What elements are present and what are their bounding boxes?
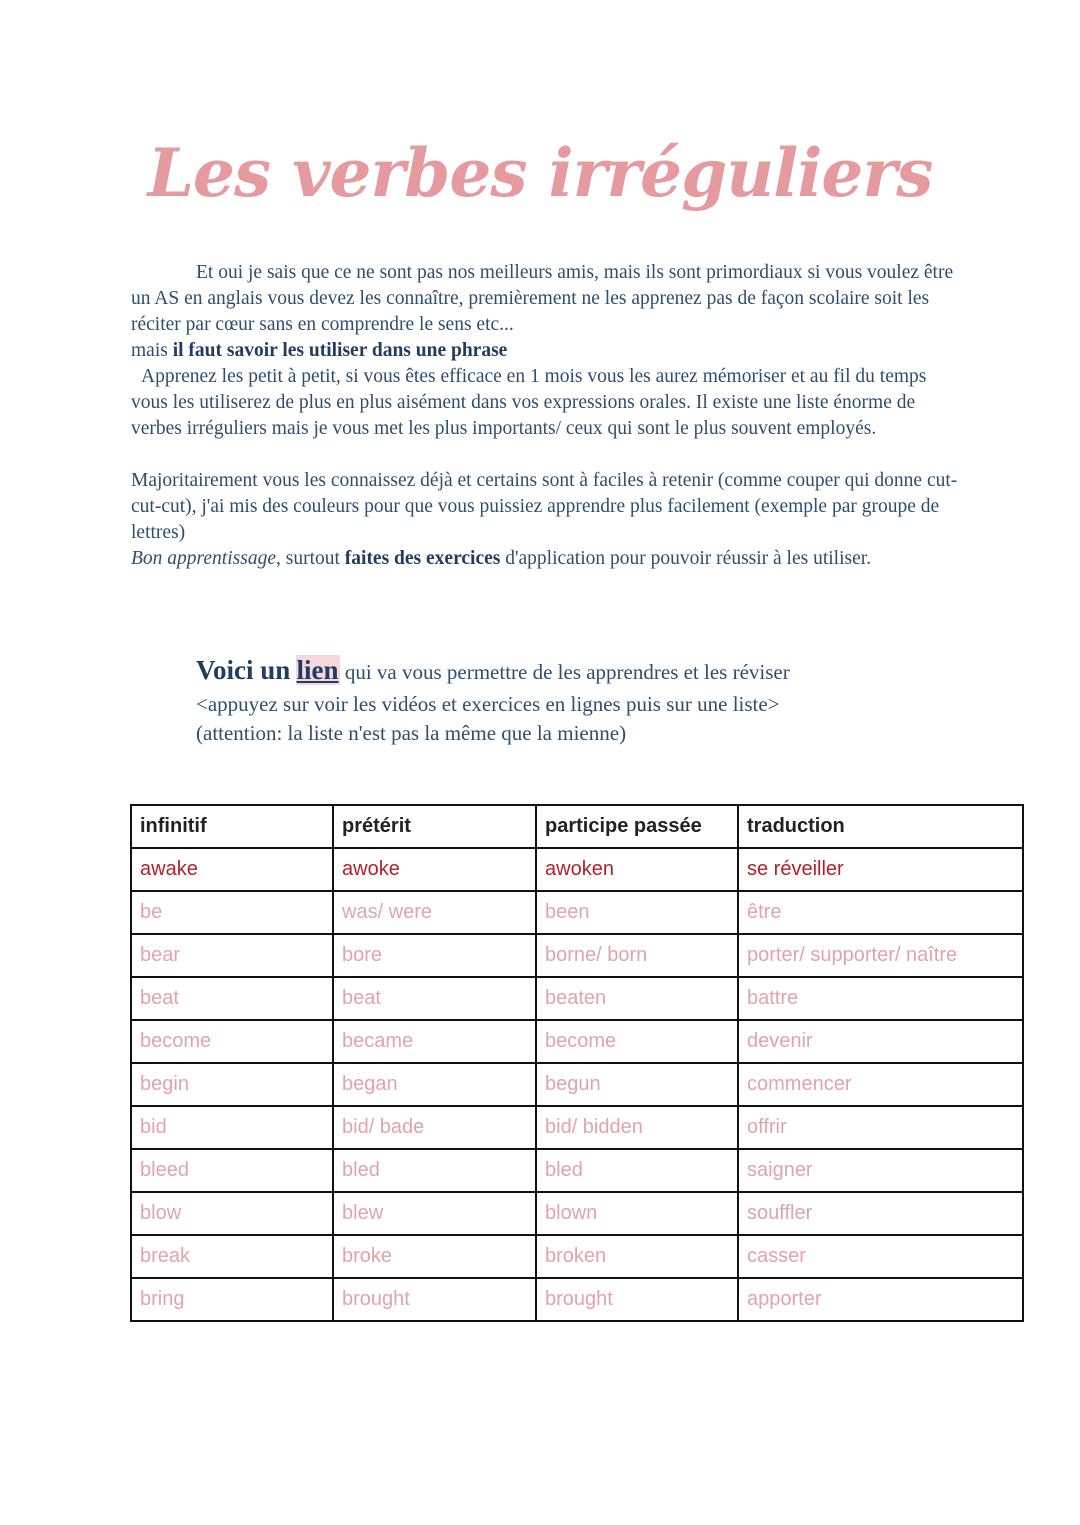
cell-preterit: awoke (333, 848, 536, 891)
cell-infinitif: begin (131, 1063, 333, 1106)
cell-participe: become (536, 1020, 738, 1063)
intro-paragraph-5-end: d'application pour pouvoir réussir à les utiliser. (500, 548, 872, 569)
table-row (131, 1106, 1023, 1149)
cell-participe: begun (536, 1063, 738, 1106)
cell-participe: awoken (536, 848, 738, 891)
link-line-1 (196, 652, 996, 690)
table-row (131, 977, 1023, 1020)
cell-participe: blown (536, 1192, 738, 1235)
table-row (131, 934, 1023, 977)
cell-participe: bled (536, 1149, 738, 1192)
table-row (131, 1063, 1023, 1106)
page-title: Les verbes irréguliers (147, 134, 933, 212)
cell-participe: beaten (536, 977, 738, 1020)
cell-infinitif: beat (131, 977, 333, 1020)
cell-participe: brought (536, 1278, 738, 1321)
cell-participe: bid/ bidden (536, 1106, 738, 1149)
lien-link[interactable]: lien (296, 655, 339, 685)
header-participe: participe passée (536, 805, 738, 848)
cell-preterit: brought (333, 1278, 536, 1321)
voici-text: Voici un (196, 655, 291, 685)
cell-infinitif: bleed (131, 1149, 333, 1192)
intro-paragraph-5-bold: faites des exercices (344, 548, 501, 569)
cell-traduction: battre (738, 977, 1023, 1020)
cell-participe: broken (536, 1235, 738, 1278)
table-row (131, 1192, 1023, 1235)
cell-traduction: offrir (738, 1106, 1023, 1149)
cell-preterit: was/ were (333, 891, 536, 934)
link-line-2: <appuyez sur voir les vidéos et exercices en lignes puis sur une liste> (196, 692, 780, 716)
cell-infinitif: bring (131, 1278, 333, 1321)
table-row (131, 1149, 1023, 1192)
table-row (131, 1235, 1023, 1278)
intro-paragraph-5-mid: , surtout (275, 548, 345, 569)
table-row (131, 1278, 1023, 1321)
cell-traduction: porter/ supporter/ naître (738, 934, 1023, 977)
intro-paragraph-5-italic: Bon apprentissage (131, 548, 276, 569)
cell-traduction: saigner (738, 1149, 1023, 1192)
cell-preterit: began (333, 1063, 536, 1106)
cell-preterit: became (333, 1020, 536, 1063)
cell-preterit: bore (333, 934, 536, 977)
link-block (196, 652, 996, 748)
intro-paragraph-2 (131, 338, 961, 364)
cell-participe: been (536, 891, 738, 934)
table-header-row (131, 805, 1023, 848)
header-infinitif: infinitif (131, 805, 333, 848)
header-traduction: traduction (738, 805, 1023, 848)
cell-participe: borne/ born (536, 934, 738, 977)
intro-paragraph-2-lead: mais (131, 340, 173, 361)
cell-traduction: apporter (738, 1278, 1023, 1321)
cell-traduction: être (738, 891, 1023, 934)
verb-table (130, 804, 1024, 1322)
cell-infinitif: become (131, 1020, 333, 1063)
cell-traduction: casser (738, 1235, 1023, 1278)
intro-paragraph-2-bold: il faut savoir les utiliser dans une phrase (172, 340, 508, 361)
cell-traduction: commencer (738, 1063, 1023, 1106)
table-row (131, 1020, 1023, 1063)
intro-text (131, 260, 961, 572)
cell-infinitif: be (131, 891, 333, 934)
cell-infinitif: break (131, 1235, 333, 1278)
table-row (131, 891, 1023, 934)
table-row (131, 848, 1023, 891)
link-line-1-rest: qui va vous permettre de les apprendres et les réviser (339, 660, 790, 684)
cell-infinitif: bear (131, 934, 333, 977)
cell-traduction: souffler (738, 1192, 1023, 1235)
cell-preterit: bid/ bade (333, 1106, 536, 1149)
cell-traduction: devenir (738, 1020, 1023, 1063)
cell-infinitif: bid (131, 1106, 333, 1149)
cell-infinitif: awake (131, 848, 333, 891)
link-line-3: (attention: la liste n'est pas la même que la mienne) (196, 721, 627, 745)
cell-traduction: se réveiller (738, 848, 1023, 891)
intro-paragraph-4: Majoritairement vous les connaissez déjà et certains sont à faciles à retenir (comme couper qui donne cut-cut-cut), j'ai mis des couleurs pour que vous puissiez apprendre plus facilement (exemple par groupe de lettres) (131, 470, 958, 543)
intro-paragraph-3: Apprenez les petit à petit, si vous êtes efficace en 1 mois vous les aurez mémoriser et au fil du temps vous les utiliserez de plus en plus aisément dans vos expressions orales. Il existe une liste énorme de verbes irréguliers mais je vous met les plus importants/ ceux qui sont le plus souvent employés. (131, 366, 927, 439)
intro-paragraph-1: Et oui je sais que ce ne sont pas nos meilleurs amis, mais ils sont primordiaux si vous voulez être un AS en anglais vous devez les connaître, premièrement ne les apprenez pas de façon scolaire soit les réciter par cœur sans en comprendre le sens etc... (131, 262, 954, 335)
cell-preterit: beat (333, 977, 536, 1020)
cell-preterit: bled (333, 1149, 536, 1192)
cell-preterit: blew (333, 1192, 536, 1235)
cell-preterit: broke (333, 1235, 536, 1278)
cell-infinitif: blow (131, 1192, 333, 1235)
header-preterit: prétérit (333, 805, 536, 848)
intro-paragraph-5 (131, 546, 961, 572)
paragraph-gap (131, 442, 961, 468)
